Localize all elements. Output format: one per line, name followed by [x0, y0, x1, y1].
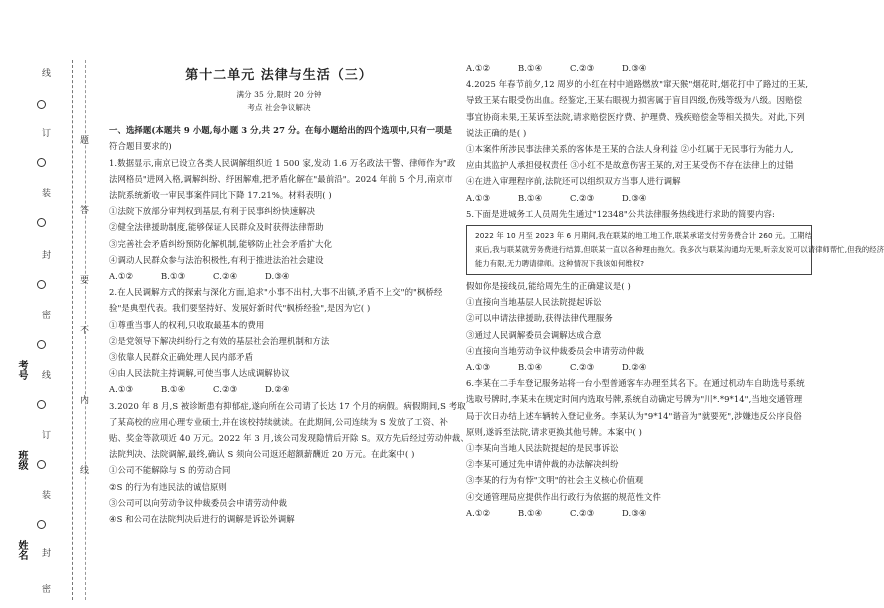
score-info: 满分 35 分,限时 20 分钟	[236, 90, 322, 100]
question-line: ③李某的行为有悖"文明"的社会主义核心价值观	[466, 475, 644, 486]
right-column	[466, 60, 884, 521]
notice-label: 线	[78, 465, 88, 474]
margin-label: 线	[40, 370, 50, 379]
quote-line: 能力有限,无力聘请律师。这种情况下我该如何维权?	[475, 259, 645, 269]
option: C.②③	[570, 507, 595, 518]
option: B.①③	[161, 271, 186, 282]
margin-label: 装	[40, 490, 50, 499]
binding-hole-icon	[37, 158, 46, 167]
question-line: 选取号牌时,李某未在规定时间内选取号牌,系统自动确定号牌为"川*.*9*14",当地交通管理	[466, 394, 803, 405]
exam-number-label: 考号	[16, 360, 27, 380]
quote-line: 2022 年 10 月至 2023 年 6 月期间,我在联某的地工地工作,联某承诺支付劳务费合计 260 元。工期结	[475, 231, 813, 241]
binding-hole-icon	[37, 280, 46, 289]
question-line: 3.2020 年 8 月,S 被诊断患有抑郁症,遂向所在公司请了长达 17 个月的病假。病假期间,S 考取	[109, 400, 466, 411]
question-line: 5.下面是进城务工人员周先生通过"12348"公共法律服务热线进行求助的简要内容:	[466, 208, 775, 219]
topic-info: 考点 社会争议解决	[247, 103, 311, 113]
margin-label: 线	[40, 68, 50, 77]
question-line: ①公司不能解除与 S 的劳动合同	[109, 465, 231, 476]
option: A.①③	[466, 192, 491, 203]
question-line: ②李某可通过先申请仲裁的办法解决纠纷	[466, 459, 619, 470]
question-line: ④直接向当地劳动争议仲裁委员会申请劳动仲裁	[466, 345, 644, 356]
option: D.③④	[622, 507, 647, 518]
question-line: ④在进入审理程序前,法院还可以组织双方当事人进行调解	[466, 176, 681, 187]
answer-options	[109, 268, 449, 284]
option: D.②④	[622, 362, 647, 373]
notice-label: 内	[78, 395, 88, 404]
question-line: ①直接向当地基层人民法院提起诉讼	[466, 297, 602, 308]
margin-label: 订	[40, 128, 50, 137]
class-label: 班级	[16, 450, 27, 470]
notice-label: 要	[78, 275, 88, 284]
section-heading: 一、选择题(本题共 9 小题,每小题 3 分,共 27 分。在每小题给出的四个选项中,只有一项是	[109, 125, 453, 136]
option: B.①④	[518, 192, 543, 203]
notice-label: 题	[78, 135, 88, 144]
question-line: 法网格员"进网入格,调解纠纷、纾困解难,把矛盾化解在"最前沿"。2024 年前 5 个月,南京市	[109, 173, 453, 184]
binding-hole-icon	[37, 460, 46, 469]
margin-label: 密	[40, 584, 50, 593]
answer-options	[466, 359, 812, 375]
option: B.①④	[518, 507, 543, 518]
option: A.①③	[466, 362, 491, 373]
question-line: ①李某向当地人民法院提起的是民事诉讼	[466, 443, 619, 454]
question-line: 1.数据显示,南京已设立各类人民调解组织近 1 500 家,发动 1.6 万名政法干警、律师作为"政	[109, 157, 456, 168]
margin-label: 装	[40, 188, 50, 197]
notice-label: 不	[78, 325, 88, 334]
question-line: ④交通管理局应提供作出行政行为依据的规范性文件	[466, 491, 661, 502]
question-line: 导致王某右眼受伤出血。经鉴定,王某右眼视力损害属于盲目四级,伤残等级为八级。因赔偿	[466, 95, 803, 106]
question-line: ④调动人民群众参与法治积极性,有利于推进法治社会建设	[109, 254, 324, 265]
binding-hole-icon	[37, 340, 46, 349]
question-line: ③依靠人民群众正确处理人民内部矛盾	[109, 352, 254, 363]
notice-label: 答	[78, 205, 88, 214]
option: A.①②	[466, 63, 491, 73]
question-line: ②是党领导下解决纠纷行之有效的基层社会治理机制和方法	[109, 335, 330, 346]
question-line: ③公司可以向劳动争议仲裁委员会申请劳动仲裁	[109, 497, 287, 508]
quote-box	[466, 225, 884, 275]
question-line: 6.李某在二手车登记服务站将一台小型普通客车办理至其名下。在通过机动车自助选号系统	[466, 378, 805, 389]
option: D.③④	[265, 271, 290, 282]
question-line: 法院系统新收一审民事案件同比下降 17.21%。材料表明( )	[109, 190, 332, 201]
question-line: 2.在人民调解方式的探索与深化方面,追求"小事不出村,大事不出镇,矛盾不上交"的"枫桥经	[109, 287, 443, 298]
margin-label: 封	[40, 250, 50, 259]
question-line: 局于次日办结上述车辆转入登记业务。李某认为"9*14"谐音为"就要死",涉嫌违反公序良俗	[466, 410, 802, 421]
margin-label: 封	[40, 548, 50, 557]
left-column	[109, 60, 469, 527]
option: C.②③	[570, 192, 595, 203]
question-line: ③完善社会矛盾纠纷预防化解机制,能够防止社会矛盾扩大化	[109, 238, 333, 249]
question-line: ①本案件所涉民事法律关系的客体是王某的合法人身利益 ②小红属于无民事行为能力人,	[466, 144, 794, 155]
option: A.①③	[109, 384, 134, 395]
question-line: 假如你是接线员,能给周先生的正确建议是( )	[466, 281, 631, 292]
option: A.①②	[109, 271, 134, 282]
option: B.①④	[518, 362, 543, 373]
question-line: ①法院下放部分审判权到基层,有利于民事纠纷快速解决	[109, 206, 316, 217]
question-line: 贴、奖金等款项近 40 万元。2022 年 3 月,该公司发现隐情后开除 S。双方先后经过劳动仲裁、	[109, 433, 469, 444]
section-heading-cont: 符合题目要求的)	[109, 141, 172, 152]
question-line: 事宜协商未果,王某诉至法院,请求赔偿医疗费、护理费、残疾赔偿金等相关损失。对此,下列	[466, 111, 805, 122]
question-line: 应由其监护人承担侵权责任 ③小红不是故意伤害王某的,对王某受伤不存在法律上的过错	[466, 160, 794, 171]
option: C.②③	[213, 384, 238, 395]
question-line: ②S 的行为有违民法的诚信原则	[109, 481, 227, 492]
question-line: ①尊重当事人的权利,只收取最基本的费用	[109, 319, 265, 330]
option: C.②③	[570, 63, 595, 73]
binding-hole-icon	[37, 218, 46, 227]
question-line: ④由人民法院主持调解,可使当事人达成调解协议	[109, 368, 290, 379]
option: C.②④	[213, 271, 238, 282]
question-line: 说法正确的是( )	[466, 127, 527, 138]
question-line: 原则,遂诉至法院,请求更换其他号牌。本案中( )	[466, 426, 643, 437]
margin-label: 密	[40, 310, 50, 319]
option: A.①②	[466, 507, 491, 518]
question-line: 了某高校的应用心理专业硕士,并在该校持续就读。在此期间,公司连续为 S 发放了工资、补	[109, 416, 448, 427]
question-line: 4.2025 年春节前夕,12 周岁的小红在村中道路燃放"窜天猴"烟花时,烟花打中了路过的王某,	[466, 79, 809, 90]
answer-options	[466, 190, 812, 206]
binding-margin	[0, 0, 100, 608]
question-line: ③通过人民调解委员会调解达成合意	[466, 329, 602, 340]
option: B.①④	[518, 63, 543, 73]
answer-options	[109, 381, 449, 397]
option: D.②④	[265, 384, 290, 395]
answer-options	[466, 60, 812, 76]
binding-hole-icon	[37, 100, 46, 109]
option: D.③④	[622, 192, 647, 203]
margin-label: 订	[40, 430, 50, 439]
binding-line	[72, 60, 73, 600]
option: C.②③	[570, 362, 595, 373]
answer-options	[466, 505, 812, 521]
quote-line: 束后,我与联某就劳务费进行结算,但联某一直以各种理由拖欠。我多次与联某沟通均无果,听亲友说可以请律师帮忙,但我的经济	[475, 245, 884, 255]
question-line: ②健全法律援助制度,能够保证人民群众及时获得法律帮助	[109, 222, 324, 233]
question-line: 验"是典型代表。我们要坚持好、发展好新时代"枫桥经验",是因为它( )	[109, 303, 371, 314]
binding-hole-icon	[37, 520, 46, 529]
question-line: 法院判决、法院调解,最终,确认 S 须向公司返还超额薪酬近 20 万元。在此案中( )	[109, 449, 415, 460]
question-line: ④S 和公司在法院判决后进行的调解是诉讼外调解	[109, 514, 295, 525]
binding-hole-icon	[37, 400, 46, 409]
name-label: 姓名	[16, 540, 27, 560]
question-line: ②可以申请法律援助,获得法律代理服务	[466, 313, 613, 324]
option: D.③④	[622, 63, 647, 73]
page-title: 第十二单元 法律与生活（三）	[185, 68, 373, 83]
option: B.①④	[161, 384, 186, 395]
